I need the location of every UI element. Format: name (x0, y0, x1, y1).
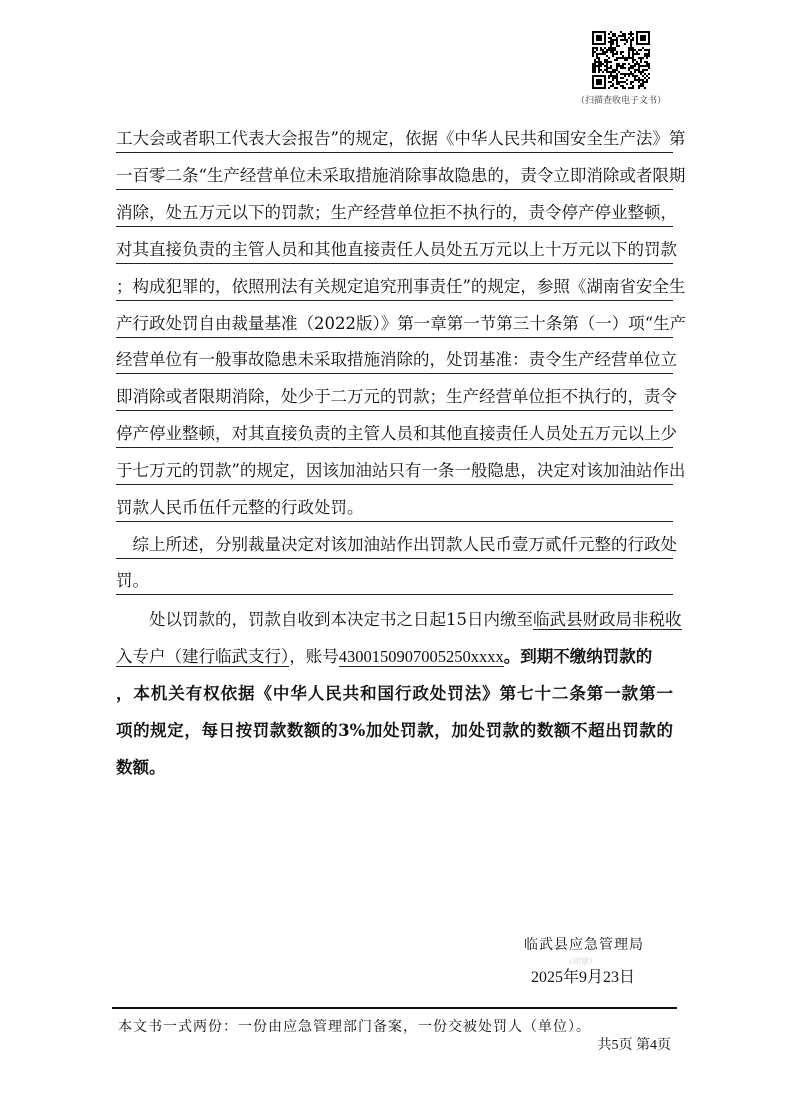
text-line: 罚。 (116, 568, 673, 595)
payment-text: 处以罚款的，罚款自收到本决定书之日起15日内缴至 (116, 610, 533, 629)
text-line: 罚款人民币伍仟元整的行政处罚。 (116, 495, 673, 522)
text-line: 项的规定，每日按罚款数额的3%加处罚款，加处罚款的数额不超出罚款的 (116, 721, 673, 740)
text-line: 数额。 (116, 758, 166, 777)
text-line: 产行政处罚自由裁量基准（2022版）》第一章第一节第三十条第（一）项“生产 (116, 311, 673, 338)
text-line: 一百零二条“生产经营单位未采取措施消除事故隐患的，责令立即消除或者限期 (116, 163, 673, 190)
payee-account-name: 临武县财政局非税收 (533, 610, 682, 629)
account-number: 4300150907005250xxxx (338, 647, 504, 666)
text-line: 对其直接负责的主管人员和其他直接责任人员处五万元以上十万元以下的罚款 (116, 237, 673, 264)
issuing-authority: 临武县应急管理局 (524, 937, 644, 953)
text-line: 消除，处五万元以下的罚款；生产经营单位拒不执行的，责令停产停业整顿， (116, 200, 673, 227)
bank-name: 入专户（建行临武支行） (116, 647, 290, 666)
page-number: 共5页 第4页 (597, 1038, 671, 1053)
seal-placeholder: （印章） (565, 957, 597, 966)
footer-divider (112, 1007, 677, 1009)
text-line: 综上所述，分别裁量决定对该加油站作出罚款人民币壹万贰仟元整的行政处 (116, 532, 673, 559)
qr-code (592, 31, 650, 89)
text-line: 即消除或者限期消除，处少于二万元的罚款；生产经营单位拒不执行的，责令 (116, 384, 673, 411)
late-payment-text: 。到期不缴纳罚款的 (503, 647, 653, 666)
text-line: 于七万元的罚款”的规定，因该加油站只有一条一般隐患，决定对该加油站作出 (116, 458, 673, 485)
text-line (116, 607, 682, 633)
text-line: 工大会或者职工代表大会报告”的规定，依据《中华人民共和国安全生产法》第 (116, 126, 673, 153)
copies-note: 本文书一式两份：一份由应急管理部门备案，一份交被处罚人（单位）。 (118, 1019, 591, 1035)
text-line (116, 644, 673, 670)
text-line: 经营单位有一般事故隐患未采取措施消除的，处罚基准：责令生产经营单位立 (116, 347, 673, 374)
qr-caption: （扫描查收电子文书） (576, 96, 667, 106)
text-line: 停产停业整顿，对其直接负责的主管人员和其他直接责任人员处五万元以上少 (116, 421, 673, 448)
text-line: ；构成犯罪的，依照刑法有关规定追究刑事责任”的规定，参照《湖南省安全生 (116, 274, 673, 301)
account-label: ，账号 (289, 647, 339, 666)
issue-date: 2025年9月23日 (531, 969, 636, 986)
text-line: ，本机关有权依据《中华人民共和国行政处罚法》第七十二条第一款第一 (116, 684, 673, 703)
